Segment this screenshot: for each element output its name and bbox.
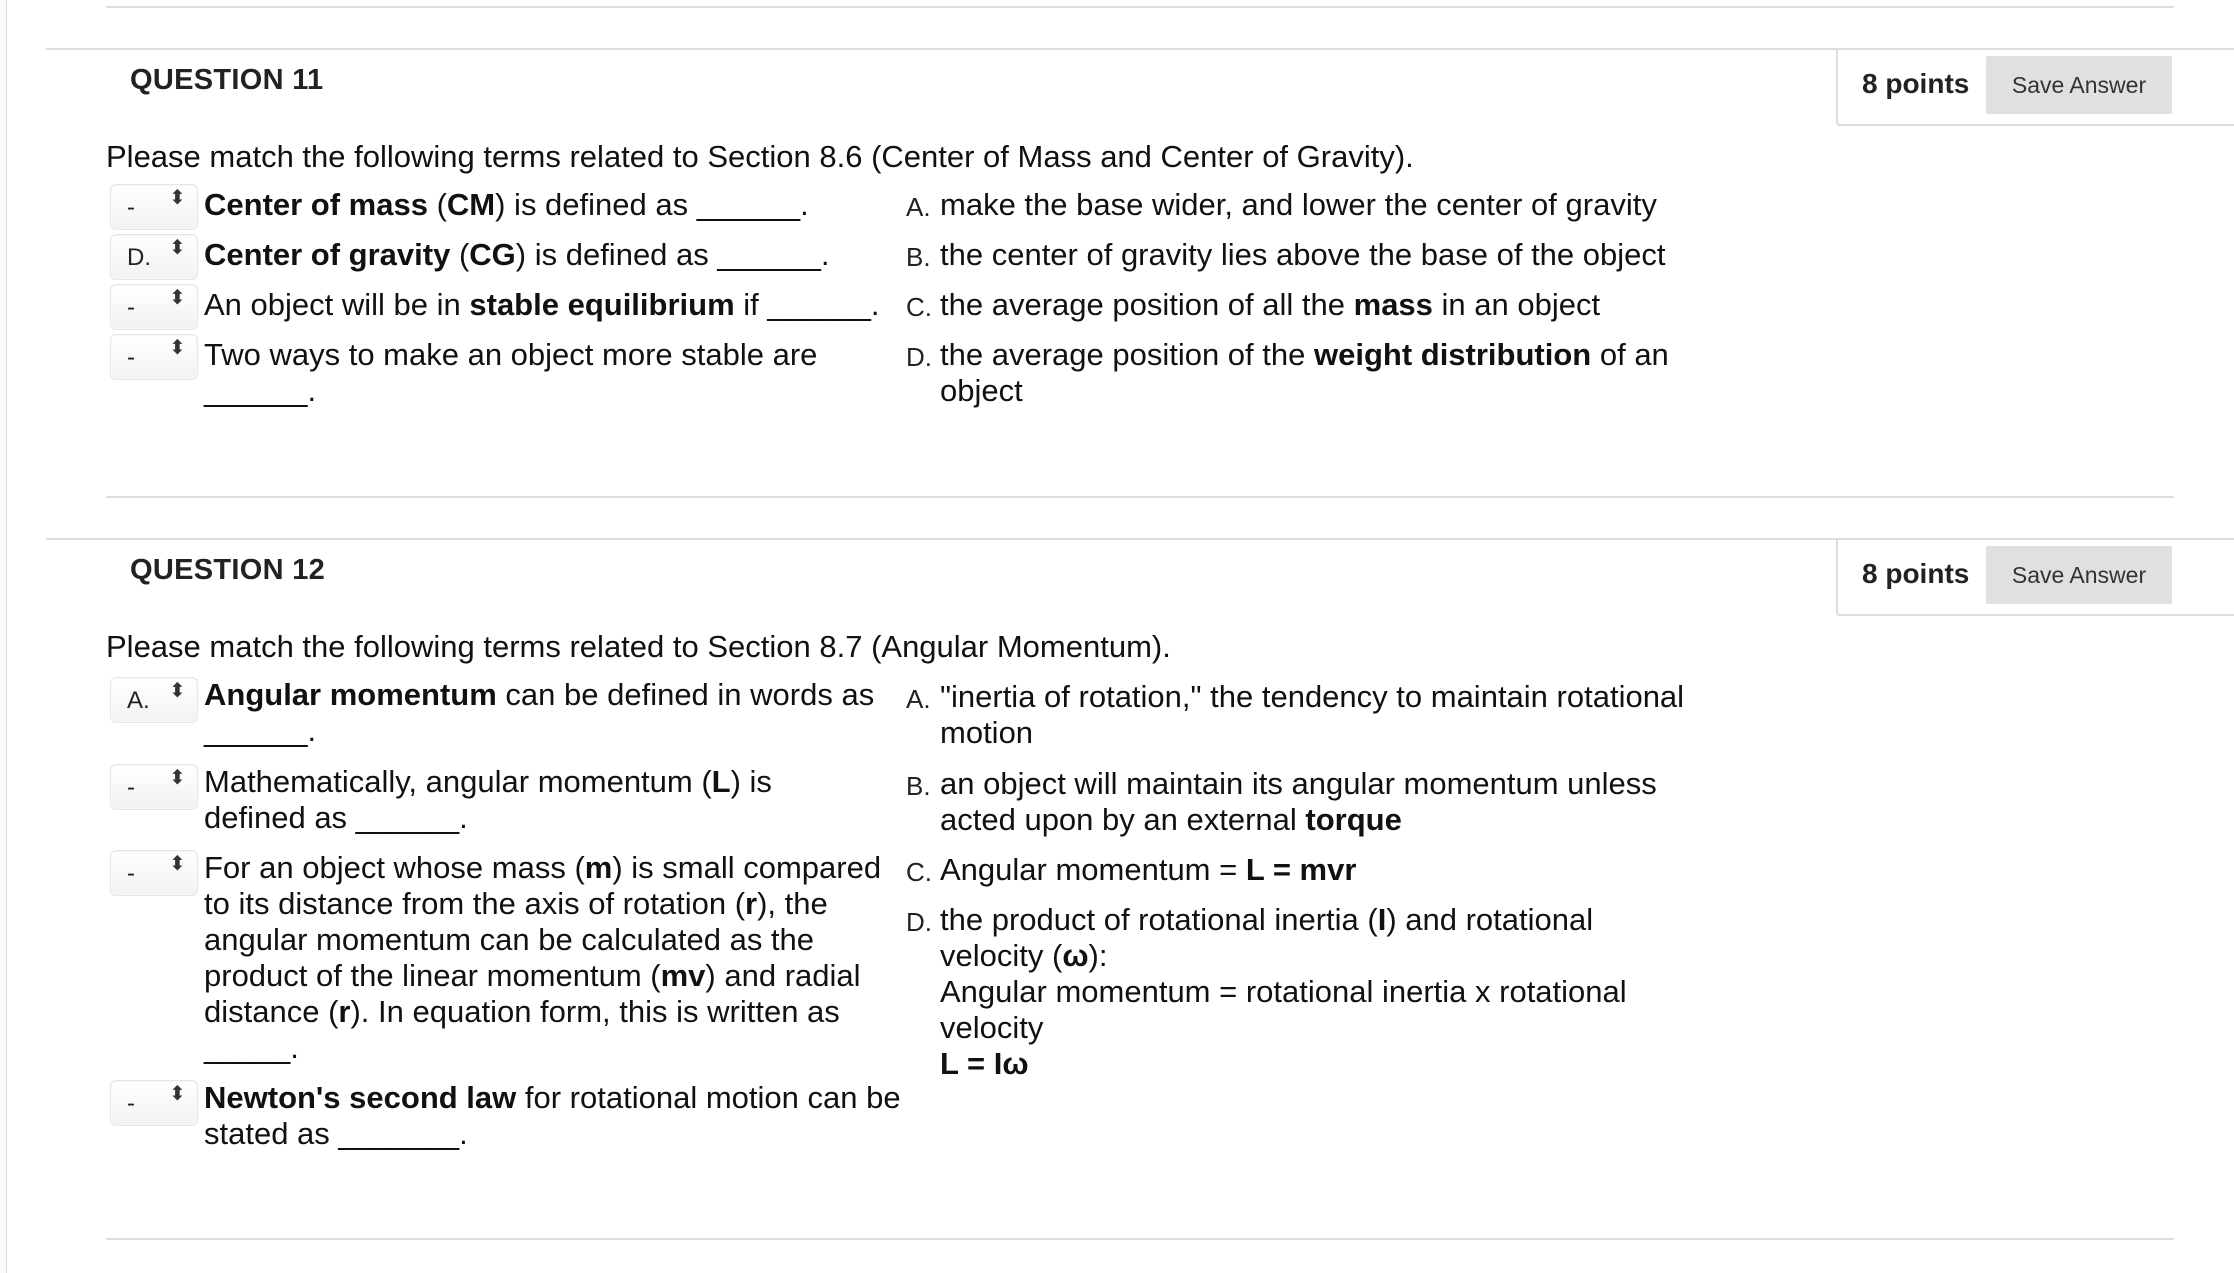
bold-term: I (1377, 902, 1387, 937)
option-text: make the base wider, and lower the center of gravity (940, 187, 1657, 222)
term-text: An object will be in stable equilibrium if ______. (204, 287, 880, 322)
answer-select[interactable] (110, 334, 198, 380)
option-letter: C. (906, 857, 932, 887)
select-arrows-icon: ⬍ (169, 680, 186, 702)
option-letter: D. (906, 907, 932, 937)
answer-select[interactable] (110, 284, 198, 330)
select-arrows-icon: ⬍ (169, 287, 186, 309)
option-text: "inertia of rotation," the tendency to maintain rotational motion (940, 679, 1685, 750)
term-text: For an object whose mass (m) is small compared to its distance from the axis of rotation (r), the angular momentum can be calculated as the product of the linear momentum (mv) and radial distance (r). In equation form, this is written as _____. (204, 850, 882, 1065)
option-letter: A. (906, 192, 931, 222)
option-letter: B. (906, 242, 931, 272)
term-text: Two ways to make an object more stable are ______. (204, 337, 818, 408)
bold-term: Angular momentum (204, 677, 497, 712)
term-text: Newton's second law for rotational motion can be stated as _______. (204, 1080, 901, 1151)
option-text: the average position of all the mass in an object (940, 287, 1601, 322)
term-text: Center of mass (CM) is defined as ______. (204, 187, 809, 222)
answer-select[interactable] (110, 764, 198, 810)
selected-value: - (127, 1090, 135, 1117)
question-prompt: Please match the following terms related to Section 8.6 (Center of Mass and Center of Gravity). (106, 139, 1414, 174)
bold-term: Center of gravity (204, 237, 451, 272)
page-left-border (0, 0, 7, 1273)
points-value: 8 points (1862, 68, 1970, 99)
option-letter: C. (906, 292, 932, 322)
bold-term: CG (469, 237, 516, 272)
top-divider (106, 6, 2174, 8)
answer-select[interactable] (110, 184, 198, 230)
select-arrows-icon: ⬍ (169, 237, 186, 259)
save-answer-button[interactable]: Save Answer (1986, 546, 2172, 604)
selected-value: - (127, 774, 135, 801)
selected-value: D. (127, 244, 151, 271)
select-arrows-icon: ⬍ (169, 337, 186, 359)
selected-value: - (127, 194, 135, 221)
bold-term: L = Iω (940, 1046, 1029, 1081)
bold-term: L (711, 764, 731, 799)
bold-term: stable equilibrium (469, 287, 735, 322)
bold-term: r (338, 994, 351, 1029)
answer-select[interactable] (110, 677, 198, 723)
bold-term: Newton's second law (204, 1080, 517, 1115)
bottom-divider (106, 1238, 2174, 1240)
option-letter: D. (906, 342, 932, 372)
option-text: an object will maintain its angular momentum unless acted upon by an external torque (940, 766, 1657, 837)
bold-term: Center of mass (204, 187, 428, 222)
bold-term: m (584, 850, 613, 885)
bold-term: mv (660, 958, 706, 993)
selected-value: - (127, 860, 135, 887)
save-answer-button[interactable]: Save Answer (1986, 56, 2172, 114)
points-panel (1836, 540, 2234, 616)
select-arrows-icon: ⬍ (169, 767, 186, 789)
option-text: Angular momentum = L = mvr (940, 852, 1357, 887)
bold-term: ω (1062, 938, 1089, 973)
term-text: Angular momentum can be defined in words as ______. (204, 677, 875, 748)
selected-value: - (127, 344, 135, 371)
question-divider (106, 496, 2174, 498)
selected-value: - (127, 294, 135, 321)
option-text: the product of rotational inertia (I) and rotational velocity (ω): Angular momentum = rotational inertia x rotational velocity L = Iω (940, 902, 1627, 1081)
select-arrows-icon: ⬍ (169, 1083, 186, 1105)
selected-value: A. (127, 687, 150, 714)
bold-term: weight distribution (1313, 337, 1592, 372)
option-text: the average position of the weight distribution of an object (940, 337, 1669, 408)
term-text: Center of gravity (CG) is defined as ______. (204, 237, 830, 272)
term-text: Mathematically, angular momentum (L) is defined as ______. (204, 764, 772, 835)
answer-select[interactable] (110, 234, 198, 280)
select-arrows-icon: ⬍ (169, 187, 186, 209)
bold-term: mass (1353, 287, 1433, 322)
bold-term: L = mvr (1245, 852, 1357, 887)
points-value: 8 points (1862, 558, 1970, 589)
question-title: QUESTION 11 (130, 64, 324, 96)
bold-term: r (745, 886, 758, 921)
question-prompt: Please match the following terms related to Section 8.7 (Angular Momentum). (106, 629, 1171, 664)
answer-select[interactable] (110, 850, 198, 896)
option-text: the center of gravity lies above the base of the object (940, 237, 1666, 272)
bold-term: torque (1305, 802, 1402, 837)
bold-term: CM (446, 187, 496, 222)
option-letter: B. (906, 771, 931, 801)
select-arrows-icon: ⬍ (169, 853, 186, 875)
question-title: QUESTION 12 (130, 554, 326, 586)
points-panel (1836, 50, 2234, 126)
answer-select[interactable] (110, 1080, 198, 1126)
option-letter: A. (906, 684, 931, 714)
